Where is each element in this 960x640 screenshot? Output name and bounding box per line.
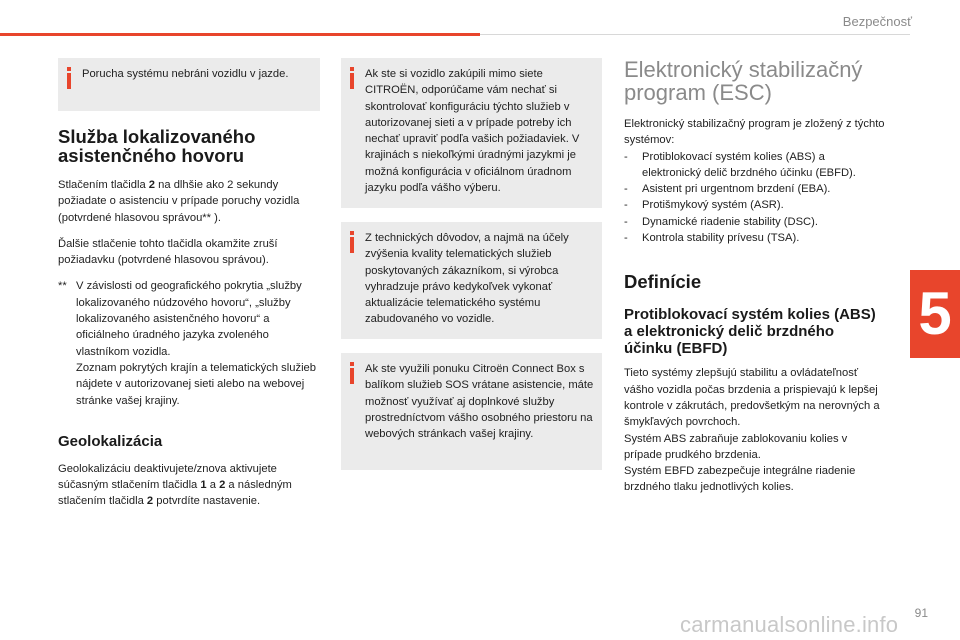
header-accent-bar [0,33,480,36]
paragraph: Systém EBFD zabezpečuje integrálne riadenie brzdného tlaku jednotlivých kolies. [624,465,856,494]
note-text: Porucha systému nebráni vozidlu v jazde. [82,68,289,80]
note-text: Z technických dôvodov, a najmä na účely zvýšenia kvality telematických služieb poskytovaných zákazníkom, si výrobca vyhradzuje právo kedykoľvek vykonať aktualizácie telematického systému zabudovaného vo vozidle. [365,232,569,326]
list-item: - Asistent pri urgentnom brzdení (EBA). [624,183,831,196]
list-item: - Dynamické riadenie stability (DSC). [624,215,818,228]
footnote [58,278,320,408]
note-text: Ak ste si vozidlo zakúpili mimo siete CITROËN, odporúčame vám nechať si skontrolovať konfiguráciu týchto služieb v autorizovanej sieti a v prípade potreby ich nechať upraviť podľa vašich požiadaviek. V krajinách s niekoľkými úradnými jazykmi je možná konfigurácia v oficiálnom úradnom jazyku podľa vášho výberu. [365,68,580,195]
info-note [58,58,320,111]
list-item: - Kontrola stability prívesu (TSA). [624,232,800,245]
subsection-title: Protiblokovací systém kolies (ABS) a elektronický delič brzdného účinku (EBFD) [624,306,876,358]
footnote-mark: ** [58,280,67,293]
column-right [624,58,886,496]
paragraph: Stlačením tlačidla 2 na dlhšie ako 2 sekundy požiadate o asistenciu v prípade poruchy vozidla (potvrdené hlasovou správou** ). [58,179,300,224]
info-note [341,353,602,470]
section-title: Definície [624,271,702,293]
info-note [341,58,602,208]
page-title: Elektronický stabilizačný program (ESC) [624,57,863,105]
page-number: 91 [914,606,928,620]
footnote-text: V závislosti od geografického pokrytia „služby lokalizovaného núdzového hovoru“, „služby lokalizovaného asistenčného hovoru“ a oficiálneho úradného jazyka zvoleného vlastníkom vozidla. [76,280,302,358]
column-middle [341,58,602,470]
subsection-title: Geolokalizácia [58,432,163,450]
bullet-list [624,149,886,247]
info-note [341,222,602,339]
info-icon [348,362,357,384]
paragraph: Tieto systémy zlepšujú stabilitu a ovládateľnosť vášho vozidla počas brzdenia a prispievajú k lepšej kontrole v zákrutách, predovšetkým na nerovných a šmykľavých povrchoch. [624,367,880,429]
column-left [58,58,320,510]
chapter-tab: 5 [910,270,960,358]
section-header: Bezpečnosť [842,14,912,29]
section-title: Služba lokalizovaného asistenčného hovoru [58,126,256,166]
list-item: - Protišmykový systém (ASR). [624,199,784,212]
paragraph: Ďalšie stlačenie tohto tlačidla okamžite zruší požiadavku (potvrdené hlasovou správou). [58,237,278,267]
paragraph: Elektronický stabilizačný program je zložený z týchto systémov: [624,118,885,147]
note-text: Ak ste využili ponuku Citroën Connect Box s balíkom služieb SOS vrátane asistencie, máte možnosť využívať aj doplnkové služby prostredníctvom vášho osobného priestoru na webových stránkach vašej krajiny. [365,363,594,441]
info-icon [65,67,74,89]
footnote-text: Zoznam pokrytých krajín a telematických služieb nájdete v autorizovanej sieti alebo na webovej stránke vašej krajiny. [76,361,317,407]
watermark: carmanualsonline.info [680,612,899,637]
paragraph: Geolokalizáciu deaktivujete/znova aktivujete súčasným stlačením tlačidla 1 a 2 a následným stlačením tlačidla 2 potvrdíte nastavenie. [58,462,292,508]
info-icon [348,231,357,253]
paragraph: Systém ABS zabraňuje zablokovaniu kolies v prípade prudkého brzdenia. [624,432,848,461]
list-item: - Protiblokovací systém kolies (ABS) a elektronický delič brzdného účinku (EBFD). [624,150,856,179]
info-icon [348,67,357,89]
header-rule [480,34,910,35]
